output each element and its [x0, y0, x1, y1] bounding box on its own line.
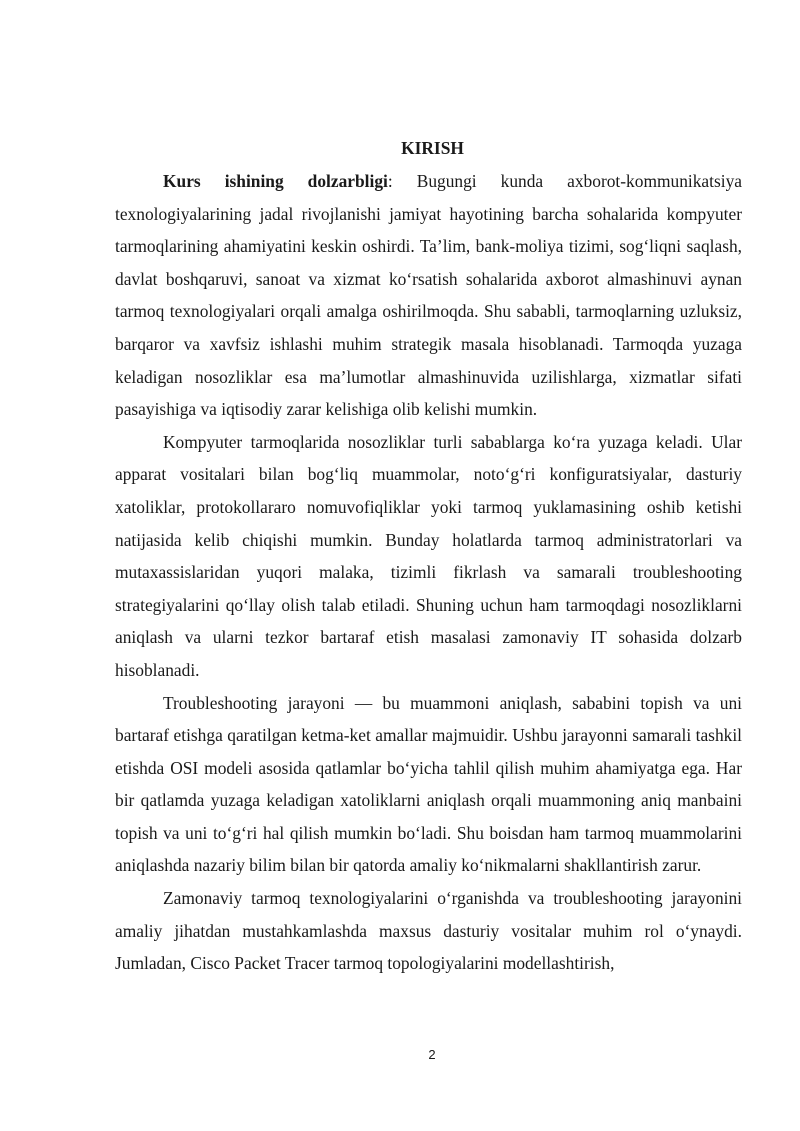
- paragraph-lead: Kurs ishining dolzarbligi: [163, 171, 388, 191]
- paragraph-text: Zamonaviy tarmoq texnologiyalarini o‘rganishda va troubleshooting jarayonini amaliy jihatdan mustahkamlashda maxsus dasturiy vositalar muhim rol o‘ynaydi. Jumladan, Cisco Packet Tracer tarmoq topologiyalarini modellashtirish,: [115, 888, 742, 974]
- paragraph-text: Kompyuter tarmoqlarida nosozliklar turli sabablarga ko‘ra yuzaga keladi. Ular apparat vositalari bilan bog‘liq muammolar, noto‘g‘ri konfiguratsiyalar, dasturiy xatoliklar, protokollararo nomuvofiqliklar yoki tarmoq yuklamasining oshib ketishi natijasida kelib chiqishi mumkin. Bunday holatlarda tarmoq administratorlari va mutaxassislaridan yuqori malaka, tizimli fikrlash va samarali troubleshooting strategiyalarini qo‘llay olish talab etiladi. Shuning uchun ham tarmoqdagi nosozliklarni aniqlash va ularni tezkor bartaraf etish masalasi zamonaviy IT sohasida dolzarb hisoblanadi.: [115, 431, 742, 680]
- paragraph-troubleshooting: [115, 687, 742, 883]
- paragraph-relevance: [115, 165, 742, 426]
- page-number: 2: [428, 1047, 436, 1062]
- paragraph-network-faults: [115, 426, 742, 687]
- paragraph-text: Troubleshooting jarayoni — bu muammoni aniqlash, sababini topish va uni bartaraf etishga qaratilgan ketma-ket amallar majmuidir. Ushbu jarayonni samarali tashkil etishda OSI modeli asosida qatlamlar bo‘yicha tahlil qilish muhim ahamiyatga ega. Har bir qatlamda yuzaga keladigan xatoliklarni aniqlash orqali muammoning aniq manbaini topish va uni to‘g‘ri hal qilish mumkin bo‘ladi. Shu boisdan ham tarmoq muammolarini aniqlashda nazariy bilim bilan bir qatorda amaliy ko‘nikmalarni shakllantirish zarur.: [115, 692, 742, 876]
- paragraph-tools: [115, 882, 742, 980]
- section-title: KIRISH: [401, 138, 464, 158]
- page-content: [115, 134, 742, 980]
- paragraph-text: : Bugungi kunda axborot-kommunikatsiya texnologiyalarining jadal rivojlanishi jamiyat hayotining barcha sohalarida kompyuter tarmoqlarining ahamiyatini keskin oshirdi. Ta’lim, bank-moliya tizimi, sog‘liqni saqlash, davlat boshqaruvi, sanoat va xizmat ko‘rsatish sohalarida axborot almashinuvi aynan tarmoq texnologiyalari orqali amalga oshirilmoqda. Shu sababli, tarmoqlarning uzluksiz, barqaror va xavfsiz ishlashi muhim strategik masala hisoblanadi. Tarmoqda yuzaga keladigan nosozliklar esa ma’lumotlar almashinuvida uzilishlarga, xizmatlar sifati pasayishiga va iqtisodiy zarar kelishiga olib kelishi mumkin.: [115, 171, 742, 420]
